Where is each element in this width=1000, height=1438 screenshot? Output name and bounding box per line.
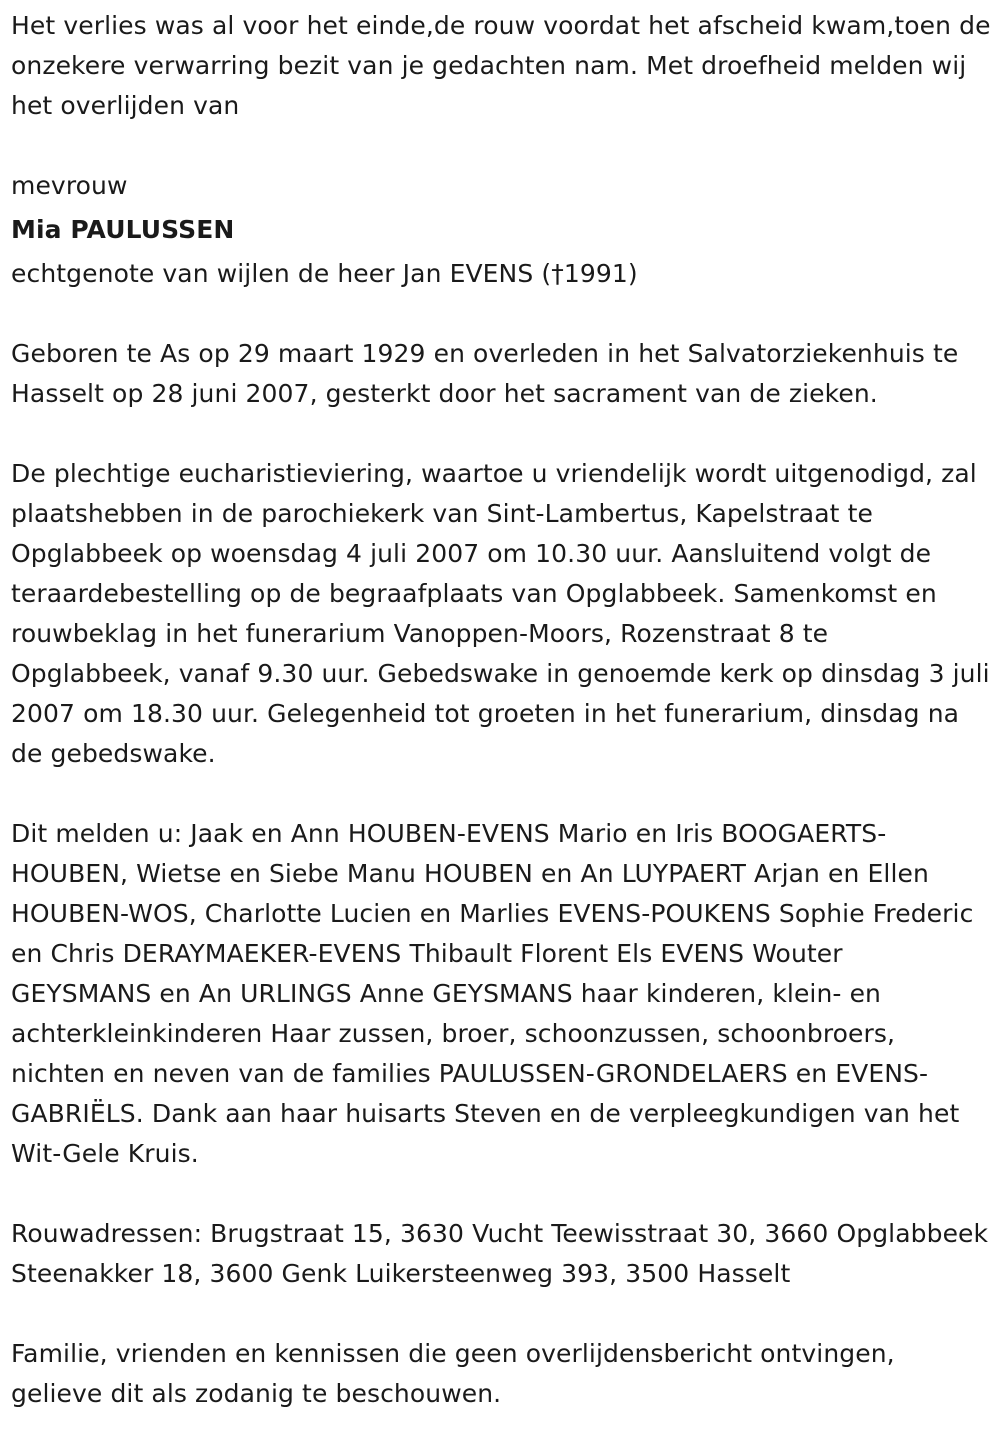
ceremony-paragraph: De plechtige eucharistieviering, waartoe u vriendelijk wordt uitgenodigd, zal plaatshebben in de parochiekerk van Sint-Lambertus, Kapelstraat te Opglabbeek op woensdag 4 juli 2007 om 10.30 uur. Aansluitend volgt de teraardebestelling op de begraafplaats van Opglabbeek. Samenkomst en rouwbeklag in het funerarium Vanoppen-Moors, Rozenstraat 8 te Opglabbeek, vanaf 9.30 uur. Gebedswake in genoemde kerk op dinsdag 3 juli 2007 om 18.30 uur. Gelegenheid tot groeten in het funerarium, dinsdag na de gebedswake. (11, 459, 990, 768)
addresses-paragraph: Rouwadressen: Brugstraat 15, 3630 Vucht Teewisstraat 30, 3660 Opglabbeek Steenakker 18, 3600 Genk Luikersteenweg 393, 3500 Hasselt (11, 1219, 989, 1288)
salutation: mevrouw (11, 171, 128, 200)
spouse-line: echtgenote van wijlen de heer Jan EVENS (†1991) (11, 259, 638, 288)
birth-death-paragraph: Geboren te As op 29 maart 1929 en overleden in het Salvatorziekenhuis te Hasselt op 28 juni 2007, gesterkt door het sacrament van de zieken. (11, 339, 959, 408)
intro-paragraph: Het verlies was al voor het einde,de rouw voordat het afscheid kwam,toen de onzekere verwarring bezit van je gedachten nam. Met droefheid melden wij het overlijden van (11, 11, 991, 120)
deceased-name: Mia PAULUSSEN (11, 215, 235, 244)
obituary-document (11, 6, 991, 1414)
family-paragraph: Dit melden u: Jaak en Ann HOUBEN-EVENS Mario en Iris BOOGAERTS-HOUBEN, Wietse en Siebe Manu HOUBEN en An LUYPAERT Arjan en Ellen HOUBEN-WOS, Charlotte Lucien en Marlies EVENS-POUKENS Sophie Frederic en Chris DERAYMAEKER-EVENS Thibault Florent Els EVENS Wouter GEYSMANS en An URLINGS Anne GEYSMANS haar kinderen, klein- en achterkleinkinderen Haar zussen, broer, schoonzussen, schoonbroers, nichten en neven van de families PAULUSSEN-GRONDELAERS en EVENS-GABRIËLS. Dank aan haar huisarts Steven en de verpleegkundigen van het Wit-Gele Kruis. (11, 819, 974, 1168)
closing-paragraph: Familie, vrienden en kennissen die geen overlijdensbericht ontvingen, gelieve dit als zodanig te beschouwen. (11, 1339, 895, 1408)
